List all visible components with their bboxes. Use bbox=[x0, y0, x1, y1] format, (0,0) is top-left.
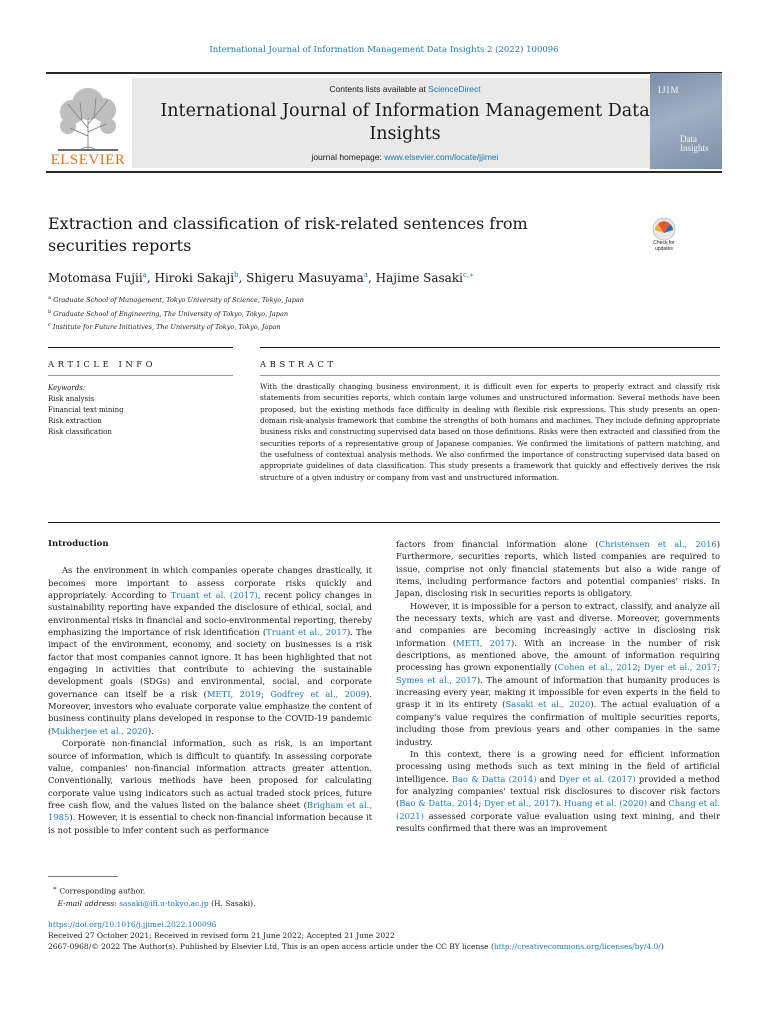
paragraph-text: ). With an increase in the number of risk descriptions, as mentioned above, the amount of information requiring processing has grown exponentially ( bbox=[396, 637, 720, 673]
paragraph-text: However, it is impossible for a person to extract, classify, and analyze all the necessary texts, which are vast and diverse. Moreover, governments and companies are becoming increasingly active in disclosing risk information ( bbox=[396, 600, 720, 648]
paragraph-text: ). Moreover, investors who evaluate corporate value emphasize the content of business continuity plans developed in response to the COVID-19 pandemic ( bbox=[48, 688, 372, 736]
cover-subtitle-line-1: Data bbox=[680, 134, 697, 144]
license-suffix: ) bbox=[660, 942, 664, 952]
journal-cover-image[interactable] bbox=[650, 73, 722, 169]
masthead-top-rule bbox=[46, 72, 722, 74]
keywords-block bbox=[48, 383, 124, 438]
body-column-left bbox=[48, 538, 372, 836]
affiliation-mark: c bbox=[48, 322, 51, 329]
email-suffix: (H. Sasaki). bbox=[211, 898, 256, 908]
cover-subtitle-line-2: Insights bbox=[680, 143, 709, 153]
paragraph-text: factors from financial information alone ( bbox=[396, 539, 599, 549]
keyword-item: Risk extraction bbox=[48, 417, 102, 425]
affiliation-mark: a bbox=[48, 295, 51, 301]
citation-link[interactable]: Bao & Datta (2014) bbox=[451, 773, 537, 784]
author-name[interactable]: Hajime Sasaki bbox=[375, 271, 463, 285]
paragraph-text: ) Furthermore, securities reports, which listed companies are required to issue, comprise not only financial statements but also a wide range of items, including performance factors and potential companies' risks. In Japan, disclosing risk in securities reports is obligatory. bbox=[396, 539, 721, 599]
license-link[interactable]: http://creativecommons.org/licenses/by/4.0/ bbox=[493, 942, 661, 952]
paragraph-text: ). bbox=[147, 725, 154, 736]
affiliation-item bbox=[48, 293, 304, 307]
body-paragraph bbox=[396, 748, 720, 834]
contents-prefix: Contents lists available at bbox=[329, 84, 426, 94]
homepage-prefix: journal homepage: bbox=[311, 152, 382, 162]
cover-subtitle bbox=[680, 135, 709, 153]
masthead-bottom-rule bbox=[46, 171, 722, 173]
check-updates-label bbox=[640, 241, 688, 252]
left-paragraphs bbox=[48, 564, 372, 836]
author-affiliation-mark[interactable]: a bbox=[142, 271, 147, 279]
citation-link[interactable]: Huang et al. (2020) bbox=[564, 798, 648, 809]
body-paragraph bbox=[48, 737, 372, 836]
paragraph-text: As the environment in which companies operate changes drastically, it becomes more important to assess corporate risks quickly and appropriately. According to bbox=[48, 565, 372, 601]
author-name[interactable]: Motomasa Fujii bbox=[48, 271, 143, 285]
right-paragraphs bbox=[396, 538, 720, 834]
corresponding-line: ∗ Corresponding author. bbox=[52, 885, 146, 896]
paragraph-text: ; bbox=[260, 688, 271, 699]
doi-link[interactable]: https://doi.org/10.1016/j.jjimei.2022.100096 bbox=[48, 920, 217, 929]
sciencedirect-link[interactable]: ScienceDirect bbox=[428, 84, 481, 94]
article-info-subrule bbox=[48, 375, 233, 376]
homepage-line bbox=[132, 152, 678, 162]
citation-link[interactable]: Bao & Datta, 2014 bbox=[399, 798, 479, 809]
citation-link[interactable]: Dyer et al. (2017) bbox=[558, 773, 636, 784]
citation-link[interactable]: METI, 2017 bbox=[456, 637, 511, 648]
keyword-item: Risk classification bbox=[48, 428, 112, 436]
author-list: Motomasa Fujii$^a$, Hiroki Sakaji$^b$, Shigeru Masuyama$^a$, Hajime Sasaki$^{c,∗}$ bbox=[48, 271, 474, 285]
paragraph-text: provided a method for analyzing companies' textual risk disclosures to discover risk factors ( bbox=[396, 773, 720, 809]
affiliation-text: Graduate School of Engineering, The University of Tokyo, Tokyo, Japan bbox=[53, 309, 289, 318]
abstract-heading: ABSTRACT bbox=[260, 360, 337, 370]
citation-link[interactable]: Godfrey et al., 2009 bbox=[270, 688, 367, 699]
citation-link[interactable]: Truant et al. (2017) bbox=[170, 590, 258, 601]
article-info-heading: ARTICLE INFO bbox=[48, 360, 157, 370]
elsevier-wordmark: ELSEVIER bbox=[50, 152, 126, 168]
citation-link[interactable]: Brigham et al., 1985 bbox=[48, 799, 372, 823]
affiliation-item bbox=[48, 307, 304, 321]
paragraph-text: ). The amount of information that humanity produces is increasing every year, making it impossible for even experts in the field to grasp it in its entirety ( bbox=[396, 674, 720, 710]
abstract-rule bbox=[260, 347, 720, 348]
check-updates-line-1: Check for bbox=[653, 240, 675, 246]
paragraph-text: ; bbox=[478, 798, 485, 809]
email-link[interactable]: sasaki@ifi.u-tokyo.ac.jp bbox=[119, 898, 209, 908]
keyword-item: Financial text mining bbox=[48, 406, 124, 414]
abstract-text: With the drastically changing business environment, it is difficult even for experts to properly extract and classify risk statements from securities reports, which contain large volumes and unstructured information. Several methods have been proposed, but the existing methods face difficulty in dealing with flexible risk expressions. This study presents an open-domain risk-analysis framework that combine the strengths of both humans and machines. They include defining appropriate business risks and constructing supervised data based on those definitions. Risks were then extracted and classified from the securities reports of a representative group of Japanese companies. We confirmed the limitations of pattern matching, and the usefulness of contextual analysis methods. We also confirmed the importance of constructing supervised data based on appropriate guidelines of data classification. This study presents a framework that quickly and effectively derives the risk structure of a given industry or company from vast and unstructured information. bbox=[260, 382, 720, 482]
contents-line bbox=[132, 84, 678, 94]
email-line bbox=[48, 898, 256, 910]
article-info-rule bbox=[48, 347, 233, 348]
journal-masthead bbox=[46, 72, 722, 172]
cover-title: IJIM bbox=[658, 85, 680, 95]
affiliation-mark: b bbox=[48, 308, 52, 315]
paragraph-text: In this context, there is a growing need for efficient information processing using methods such as text mining in the field of artificial intelligence. bbox=[396, 748, 720, 784]
citation-link[interactable]: Chang et al. (2021) bbox=[396, 798, 721, 821]
paragraph-text: ). However, it is essential to check non-financial information because it is not possible to infer content such as performance bbox=[48, 812, 372, 835]
article-title: Extraction and classification of risk-related sentences from securities reports bbox=[48, 214, 528, 255]
paragraph-text: ; bbox=[717, 662, 721, 673]
body-paragraph bbox=[396, 538, 720, 600]
paragraph-text: ). The actual evaluation of a company's value requires the confirmation of multiple securities reports, including those from previous years and other companies in the same industry. bbox=[396, 699, 720, 747]
author-affiliation-mark[interactable]: c,∗ bbox=[462, 271, 474, 279]
body-paragraph bbox=[48, 564, 372, 737]
author-affiliation-mark[interactable]: b bbox=[234, 271, 239, 279]
corresponding-label: Corresponding author. bbox=[59, 886, 146, 896]
journal-title: International Journal of Information Management Data Insights bbox=[160, 101, 650, 144]
citation-link[interactable]: Symes et al., 2017 bbox=[396, 674, 477, 685]
affiliation-list bbox=[48, 293, 304, 334]
check-updates-line-2: updates bbox=[655, 245, 673, 252]
citation-link[interactable]: Cohen et al., 2012 bbox=[557, 662, 638, 673]
citation-link[interactable]: Mukherjee et al., 2020 bbox=[51, 725, 148, 736]
citation-link[interactable]: Dyer et al., 2017 bbox=[484, 798, 556, 809]
paragraph-text: ; bbox=[637, 662, 644, 673]
author-name[interactable]: Shigeru Masuyama bbox=[246, 271, 364, 285]
author-name[interactable]: Hiroki Sakaji bbox=[154, 271, 235, 285]
body-rule bbox=[48, 522, 720, 523]
paragraph-text: Corporate non-financial information, such as risk, is an important source of information, which is difficult to quantify. In assessing corporate value, companies' non-financial information attracts greater attention. Conventionally, various methods have been proposed for calculating corporate value using indicators such as actual traded stock prices, future free cash flow, and the values listed on the balance sheet ( bbox=[48, 738, 372, 810]
citation-link[interactable]: Sasaki et al., 2020 bbox=[505, 699, 591, 710]
paragraph-text: ). The impact of the environment, economy, and society on businesses is a risk factor that most companies cannot ignore. It has been highlighted that not engaging in activities that contribute to achieving the sustainable development goals (SDGs) and environmental, social, and corporate governance can itself be a risk ( bbox=[48, 627, 372, 699]
introduction-heading: Introduction bbox=[48, 539, 109, 549]
affiliation-text: Graduate School of Management, Tokyo University of Science, Tokyo, Japan bbox=[53, 296, 304, 305]
citation-link[interactable]: Truant et al., 2017 bbox=[266, 627, 347, 638]
citation-link[interactable]: METI, 2019 bbox=[206, 688, 261, 699]
license-line bbox=[48, 941, 664, 952]
received-dates: Received 27 October 2021; Received in revised form 21 June 2022; Accepted 21 June 2022 bbox=[48, 931, 395, 941]
keyword-item: Risk analysis bbox=[48, 395, 95, 403]
footnote-rule bbox=[48, 876, 118, 877]
journal-homepage-link[interactable]: www.elsevier.com/locate/jjimei bbox=[384, 152, 499, 162]
paragraph-text: assessed corporate value evaluation using text mining, and their results confirmed that there was an improvement bbox=[396, 810, 720, 833]
journal-citation-link[interactable]: International Journal of Information Management Data Insights 2 (2022) 100096 bbox=[209, 45, 559, 55]
corresponding-footnote bbox=[48, 883, 256, 910]
license-prefix: 2667-0968/© 2022 The Author(s). Published by Elsevier Ltd. This is an open access article under the CC BY license ( bbox=[48, 942, 494, 952]
affiliation-item bbox=[48, 320, 304, 334]
email-label: E-mail address: bbox=[57, 898, 117, 908]
paragraph-text: ). bbox=[555, 798, 564, 809]
author-affiliation-mark[interactable]: a bbox=[363, 271, 369, 279]
paragraph-text: , recent policy changes in sustainability reporting have expanded the disclosure of ethical, social, and environmental risks in financial and socio-environmental reporting, thereby emphasizing the importance of risk identification ( bbox=[48, 590, 372, 638]
citation-link[interactable]: Dyer et al., 2017 bbox=[643, 662, 718, 673]
keywords-label: Keywords: bbox=[48, 384, 86, 392]
publication-info bbox=[48, 919, 664, 953]
body-paragraph bbox=[396, 600, 720, 748]
citation-link[interactable]: Christensen et al., 2016 bbox=[598, 539, 717, 549]
paragraph-text: and bbox=[647, 798, 669, 809]
affiliation-text: Institute for Future Initiatives, The University of Tokyo, Tokyo, Japan bbox=[52, 323, 281, 332]
abstract-subrule bbox=[260, 375, 720, 376]
paragraph-text: and bbox=[536, 773, 559, 784]
body-column-right bbox=[396, 538, 720, 834]
